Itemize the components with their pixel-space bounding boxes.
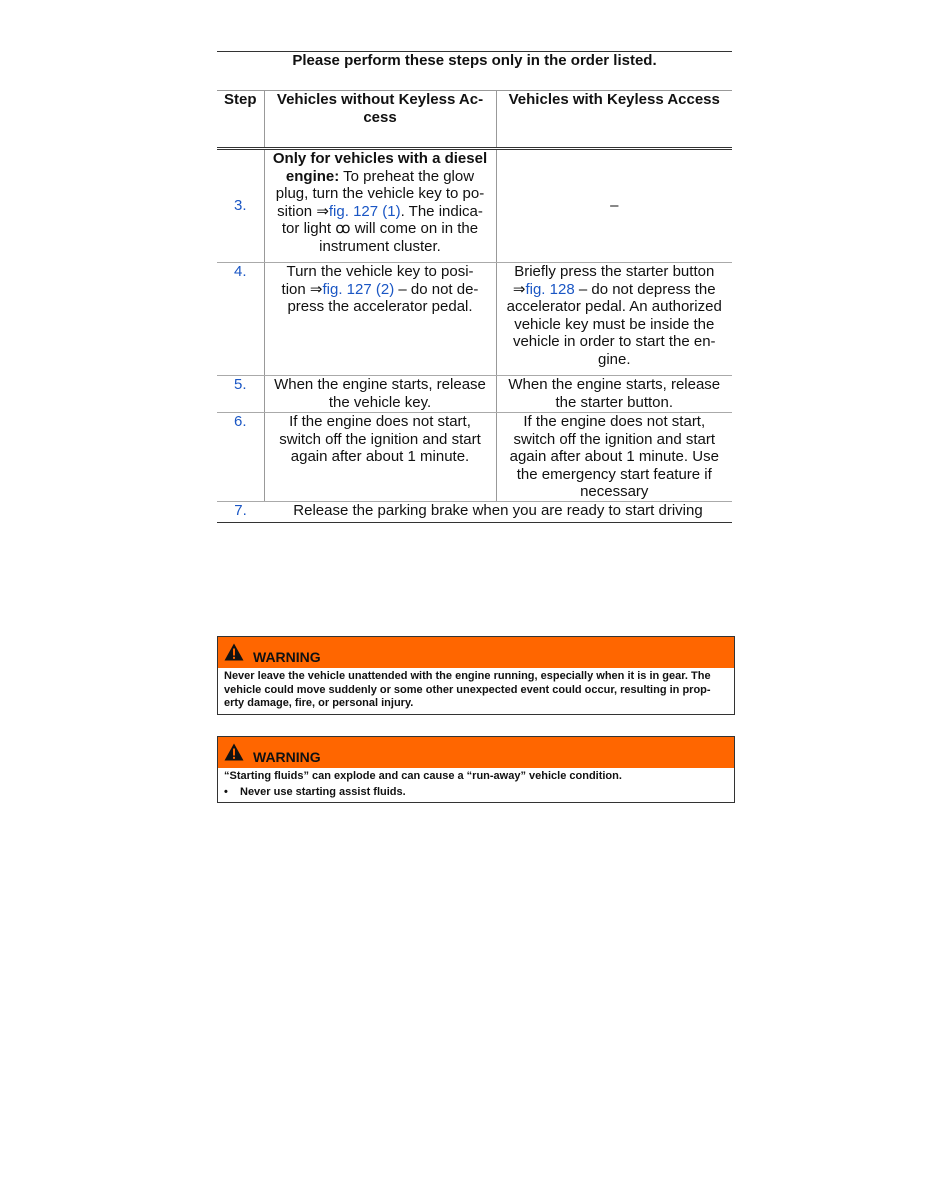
cell-text: Briefly press the starter button (514, 263, 715, 280)
cell-text: Turn the vehicle key to posi- tion (281, 263, 474, 298)
step-number: 6. (217, 413, 264, 502)
cell-merged: Release the parking brake when you are ready to start driving (264, 502, 732, 523)
header-with-keyless: Vehicles with Keyless Access (496, 91, 732, 149)
step-number: 4. (217, 263, 264, 376)
steps-table (217, 51, 732, 523)
warning-header (218, 637, 734, 668)
warning-triangle-icon (224, 643, 244, 661)
cell-text: – do not depress the accelerator pedal. An authorized vehicle key must be inside the vehicle in order to start the en- gine. (506, 280, 722, 368)
step-number: 3. (217, 149, 264, 263)
table-row (217, 263, 732, 376)
table-header-row (217, 91, 732, 149)
document-page (217, 51, 732, 523)
table-caption-row (217, 52, 732, 91)
cell-without-keyless: If the engine does not start, switch off the ignition and start again after about 1 minute. (264, 413, 496, 502)
cell-text: . The indica- tor light (281, 202, 483, 237)
warning-list (224, 786, 728, 800)
cell-text: will come on in the instrument cluster. (319, 220, 479, 255)
cell-with-keyless (496, 263, 732, 376)
cell-without-keyless (264, 149, 496, 263)
figure-link[interactable]: fig. 128 (525, 280, 575, 298)
arrow-icon: ⇒ (316, 202, 329, 220)
warning-content (218, 768, 734, 802)
table-caption: Please perform these steps only in the order listed. (217, 52, 732, 91)
table-row (217, 502, 732, 523)
figure-link[interactable]: fig. 127 (2) (322, 280, 395, 298)
table-row (217, 149, 732, 263)
bullet-icon: • (224, 785, 228, 798)
arrow-icon: ⇒ (309, 280, 323, 298)
figure-link[interactable]: fig. 127 (1) (328, 202, 401, 220)
header-without-keyless: Vehicles without Keyless Ac- cess (264, 91, 496, 149)
list-item (224, 786, 728, 800)
table-row (217, 376, 732, 413)
warning-box (217, 736, 735, 803)
arrow-icon: ⇒ (512, 280, 526, 298)
cell-text: – do not de- press the accelerator pedal. (287, 280, 479, 315)
warning-triangle-icon (224, 743, 244, 761)
cell-with-keyless: – (496, 149, 732, 263)
cell-text: To preheat the glow plug, turn the vehicle key to po- sition (275, 167, 485, 220)
table-row (217, 413, 732, 502)
list-item-text: Never use starting assist fluids. (240, 785, 406, 798)
step-number: 5. (217, 376, 264, 413)
warning-title: WARNING (253, 749, 321, 765)
cell-without-keyless (264, 263, 496, 376)
glow-plug-icon: ꝏ (335, 220, 351, 237)
warning-title: WARNING (253, 649, 321, 665)
warning-header (218, 737, 734, 768)
warning-text: “Starting fluids” can explode and can cause a “run-away” vehicle condition. (224, 770, 622, 782)
warning-box (217, 636, 735, 715)
cell-with-keyless: When the engine starts, release the starter button. (496, 376, 732, 413)
warning-text: Never leave the vehicle unattended with the engine running, especially when it is in gear. The vehicle could move suddenly or some other unexpected event could occur, resulting in prop- erty damage, fire, or personal injury. (224, 670, 711, 709)
header-step: Step (217, 91, 264, 149)
step-number: 7. (217, 502, 264, 523)
cell-with-keyless: If the engine does not start, switch off the ignition and start again after about 1 minute. Use the emergency start feature if necessary (496, 413, 732, 502)
cell-without-keyless: When the engine starts, release the vehicle key. (264, 376, 496, 413)
diesel-note-label: Only for vehicles with a diesel engine: (272, 150, 488, 185)
